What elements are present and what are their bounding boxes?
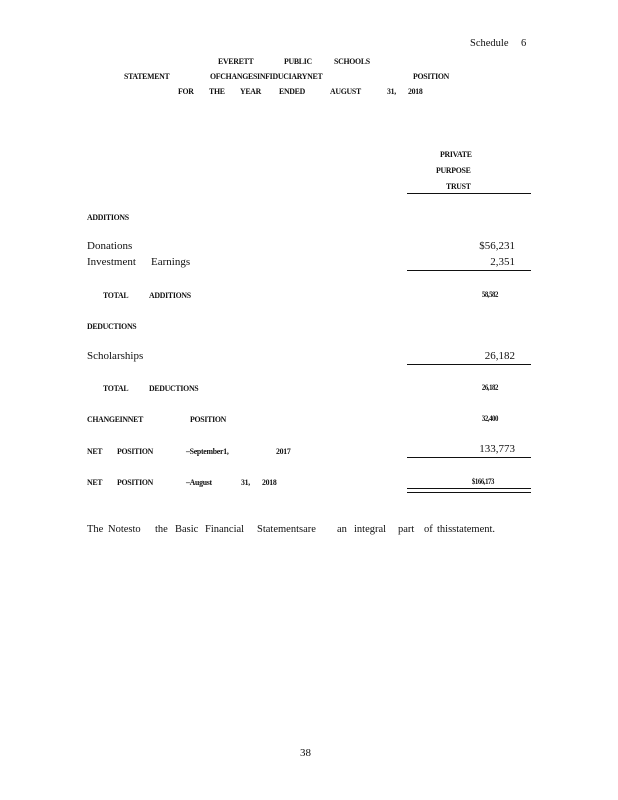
period-word-7: 2018: [408, 86, 423, 96]
net-begin-label-1: NET: [87, 446, 103, 456]
org-word-1: EVERETT: [218, 56, 254, 66]
note-word-8: integral: [354, 524, 387, 535]
note-word-9: part: [398, 524, 415, 535]
total-additions-label-2: ADDITIONS: [149, 290, 191, 300]
scholarships-label: Scholarships: [87, 350, 144, 362]
donations-value: $56,231: [479, 240, 515, 252]
net-end-label-5: 2018: [262, 477, 277, 487]
statement-middle: OFCHANGESINFIDUCIARYNET: [210, 71, 323, 81]
deductions-subtotal-rule: [407, 364, 531, 365]
period-word-4: ENDED: [279, 86, 306, 96]
column-header-line-2: PURPOSE: [436, 165, 471, 175]
total-deductions-value: 26,182: [481, 383, 498, 392]
additions-heading: ADDITIONS: [87, 212, 129, 222]
net-begin-label-3: –September1,: [186, 446, 229, 456]
period-word-1: FOR: [178, 86, 194, 96]
statement-word: STATEMENT: [124, 71, 170, 81]
period-word-5: AUGUST: [330, 86, 361, 96]
period-word-2: THE: [209, 86, 225, 96]
total-deductions-label-2: DEDUCTIONS: [149, 383, 199, 393]
note-word-7: an: [337, 524, 347, 535]
note-word-1: The: [87, 524, 104, 535]
note-word-4: Basic: [175, 524, 199, 535]
change-label-2: POSITION: [190, 414, 227, 424]
org-word-2: PUBLIC: [284, 56, 312, 66]
net-begin-label-4: 2017: [276, 446, 291, 456]
net-end-double-rule: [407, 488, 531, 493]
total-additions-value: 58,582: [481, 290, 498, 299]
column-header-line-3: TRUST: [446, 181, 471, 191]
net-begin-rule: [407, 457, 531, 458]
note-word-11: thisstatement.: [437, 524, 496, 535]
deductions-heading: DEDUCTIONS: [87, 321, 137, 331]
column-header-line-1: PRIVATE: [440, 149, 472, 159]
net-end-label-2: POSITION: [117, 477, 154, 487]
total-deductions-label-1: TOTAL: [103, 383, 129, 393]
net-begin-value: 133,773: [479, 443, 515, 455]
investment-label-2: Earnings: [151, 256, 191, 268]
investment-value: 2,351: [490, 256, 515, 268]
org-word-3: SCHOOLS: [334, 56, 370, 66]
statement-end: POSITION: [413, 71, 450, 81]
schedule-label: Schedule: [470, 38, 509, 49]
net-end-label-3: –August: [186, 477, 212, 487]
total-additions-label-1: TOTAL: [103, 290, 129, 300]
net-begin-label-2: POSITION: [117, 446, 154, 456]
page-number: 38: [300, 747, 311, 759]
net-end-label-4: 31,: [241, 477, 250, 487]
change-label-1: CHANGEINNET: [87, 414, 144, 424]
additions-subtotal-rule: [407, 270, 531, 271]
net-end-value: $166,173: [471, 477, 494, 486]
note-word-10: of: [424, 524, 433, 535]
change-value: 32,400: [481, 414, 498, 423]
schedule-number: 6: [521, 38, 527, 49]
period-word-6: 31,: [387, 86, 396, 96]
note-word-6: Statementsare: [257, 524, 316, 535]
note-word-5: Financial: [205, 524, 245, 535]
column-header-rule: [407, 193, 531, 194]
scholarships-value: 26,182: [484, 350, 515, 362]
period-word-3: YEAR: [240, 86, 262, 96]
investment-label-1: Investment: [87, 256, 136, 268]
net-end-label-1: NET: [87, 477, 103, 487]
note-word-2: Notesto: [108, 524, 141, 535]
donations-label: Donations: [87, 240, 133, 252]
note-word-3: the: [155, 524, 168, 535]
